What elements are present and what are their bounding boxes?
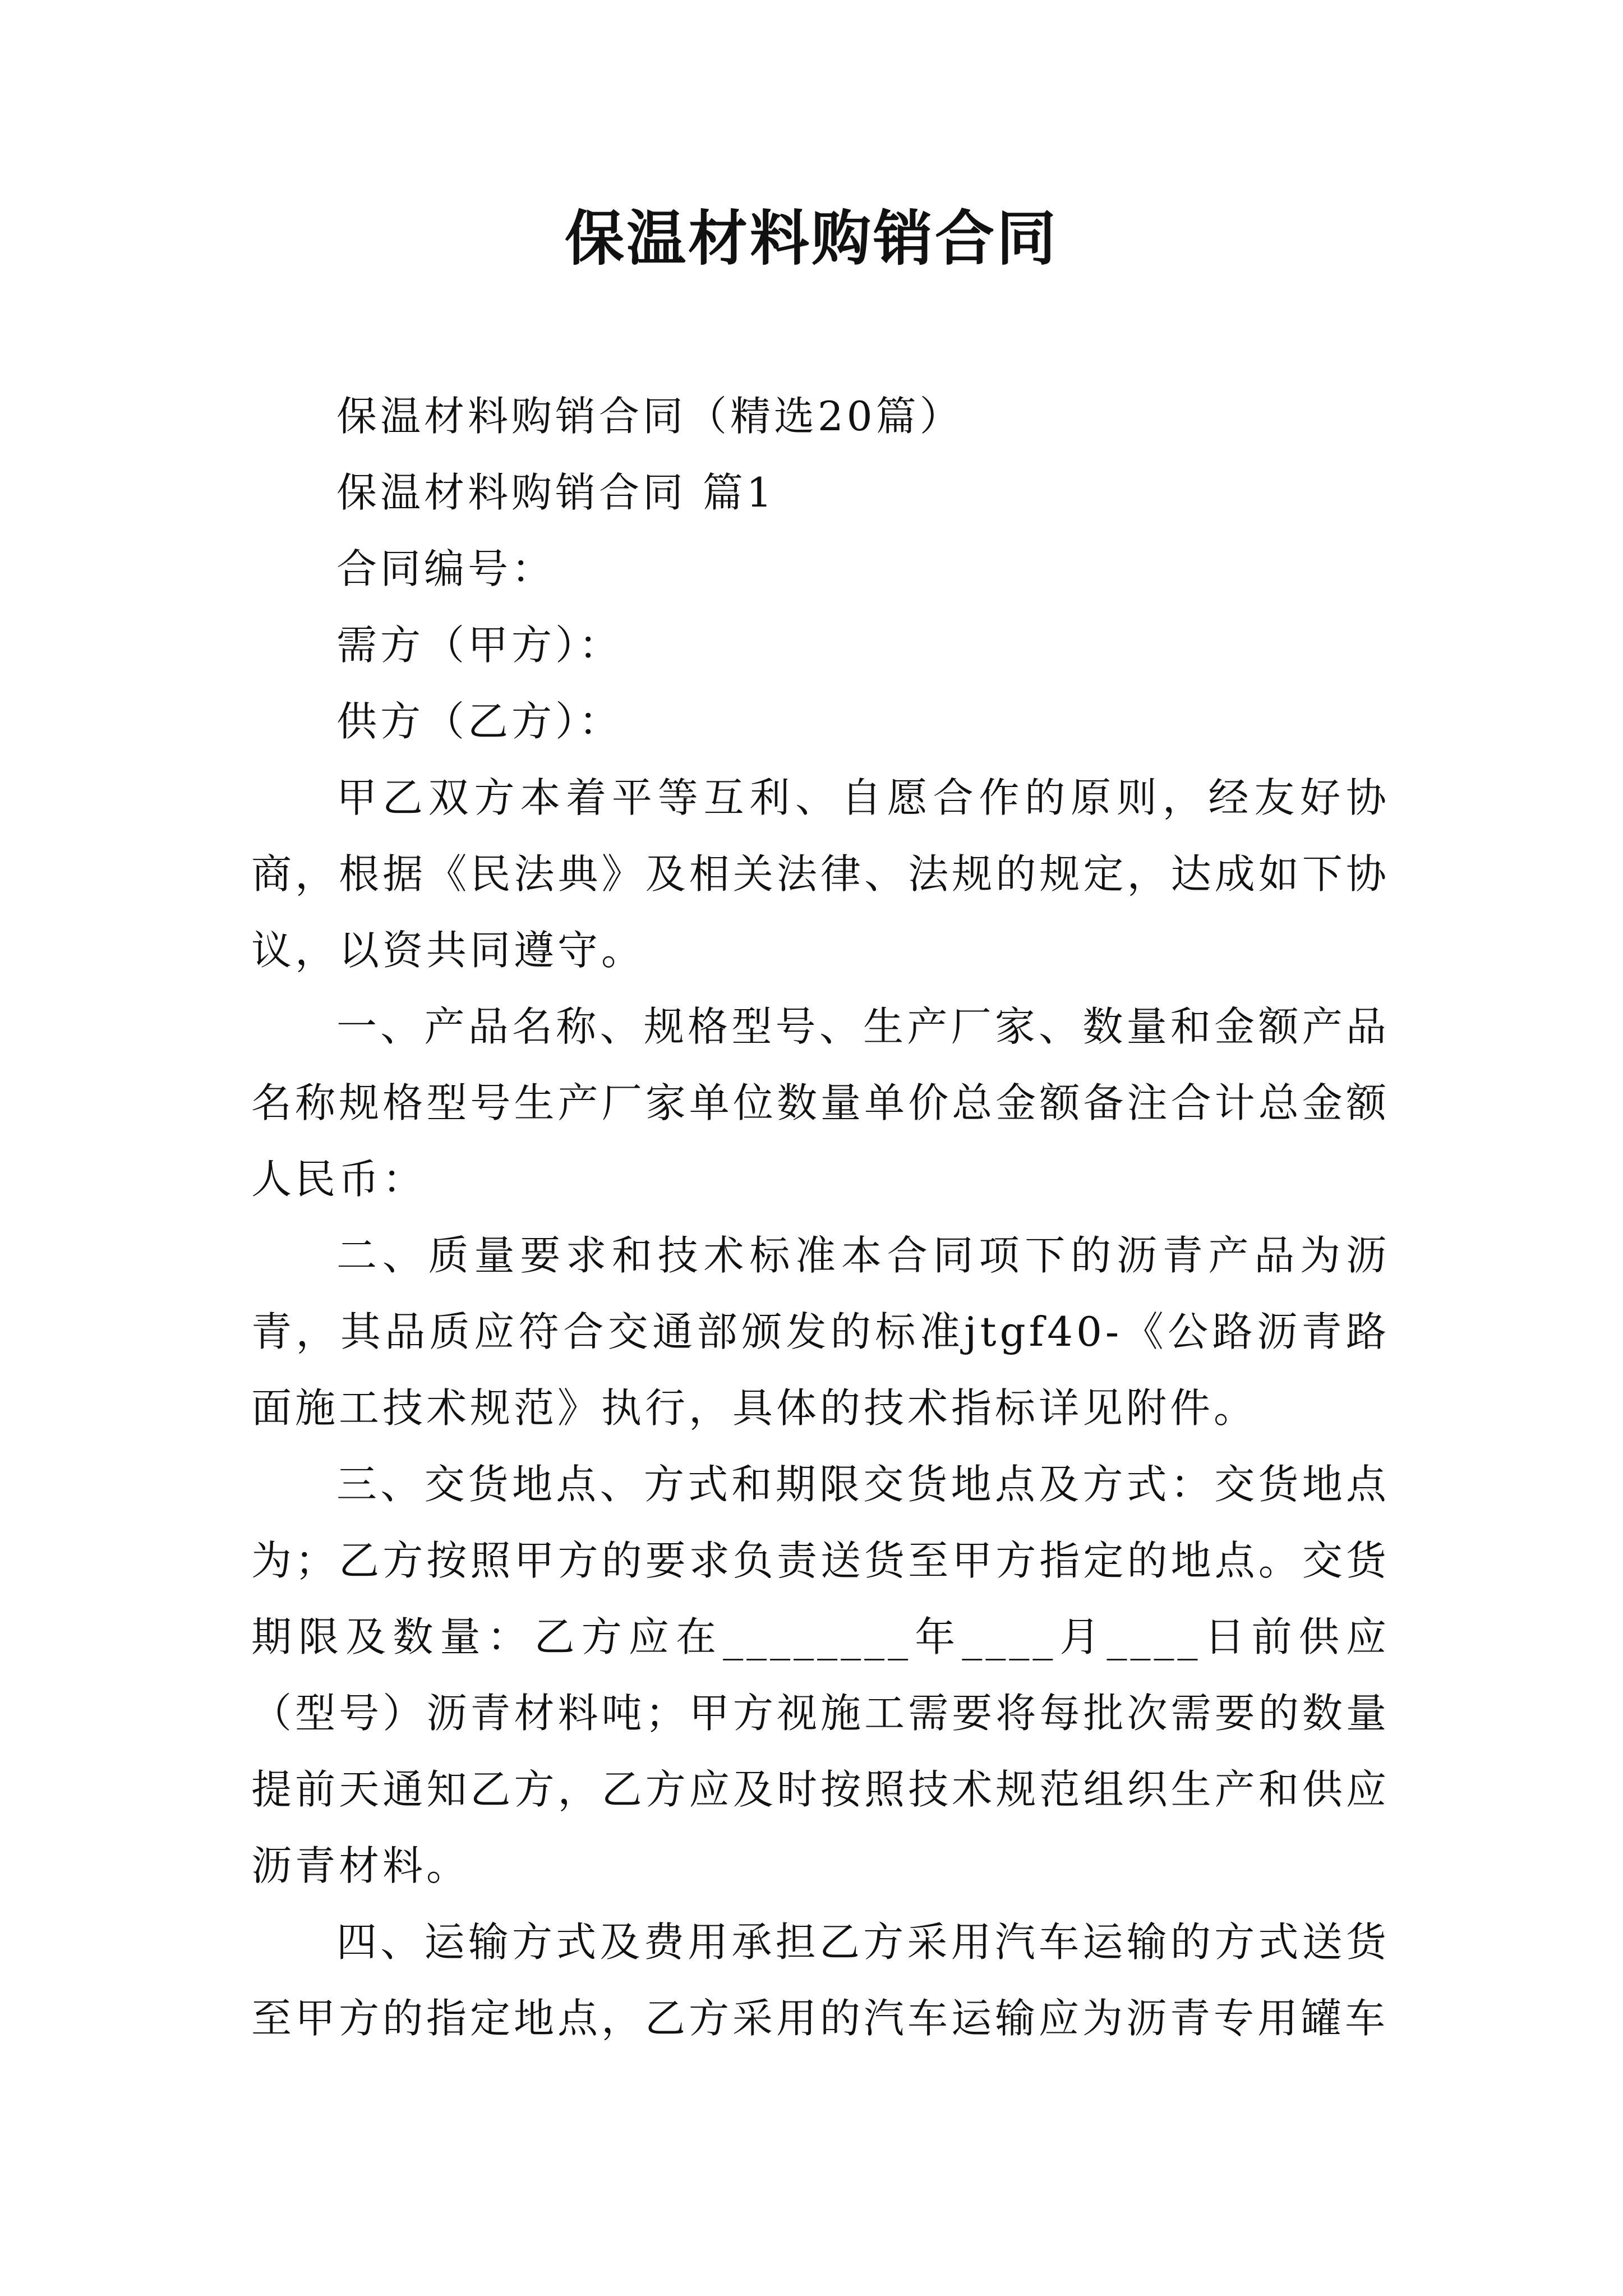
- paragraph-party-a: 需方（甲方）：: [336, 622, 623, 669]
- paragraph-clause-4: 四、运输方式及费用承担乙方采用汽车运输的方式送货至甲方的指定地点，乙方采用的汽车运输应为沥青专用罐车: [251, 1918, 1390, 2042]
- document-title: 保温材料购销合同: [565, 203, 1058, 273]
- paragraph-contract-number: 合同编号：: [336, 545, 556, 592]
- paragraph-clause-2: 二、质量要求和技术标准本合同项下的沥青产品为沥青，其品质应符合交通部颁发的标准jtgf40-《公路沥青路面施工技术规范》执行，具体的技术指标详见附件。: [251, 1232, 1390, 1432]
- paragraph-clause-3: 三、交货地点、方式和期限交货地点及方式：交货地点为；乙方按照甲方的要求负责送货至甲方指定的地点。交货期限及数量：乙方应在________年____月____日前供应（型号）沥青材料吨；甲方视施工需要将每批次需要的数量提前天通知乙方，乙方应及时按照技术规范组织生产和供应沥青材料。: [251, 1461, 1390, 1889]
- paragraph-clause-1: 一、产品名称、规格型号、生产厂家、数量和金额产品名称规格型号生产厂家单位数量单价总金额备注合计总金额人民币：: [251, 1003, 1390, 1203]
- paragraph-section-heading: 保温材料购销合同 篇1: [336, 469, 776, 516]
- paragraph-preamble: 甲乙双方本着平等互利、自愿合作的原则，经友好协商，根据《民法典》及相关法律、法规的规定，达成如下协议，以资共同遵守。: [251, 774, 1390, 974]
- document-body: [251, 378, 1390, 2056]
- paragraph-subtitle: 保温材料购销合同（精选20篇）: [336, 393, 963, 440]
- paragraph-party-b: 供方（乙方）：: [336, 698, 623, 745]
